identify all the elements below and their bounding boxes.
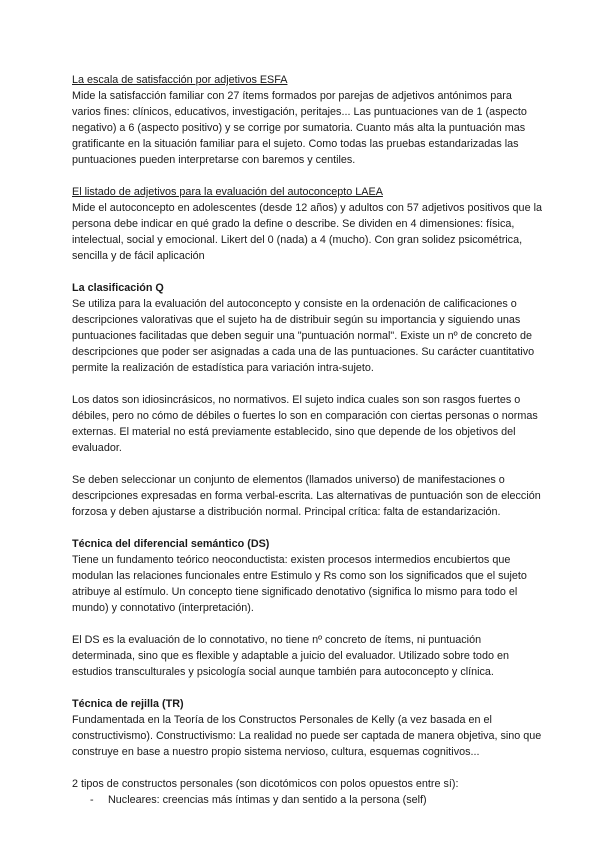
laea-body: Mide el autoconcepto en adolescentes (desde 12 años) y adultos con 57 adjetivos positivos que la persona debe indicar en qué grado la define o describe. Se dividen en 4 dimensiones: física, intelectual, social y emocional. Likert del 0 (nada) a 4 (mucho). Con gran solidez psicométrica, sencilla y de fácil aplicación <box>72 202 542 262</box>
esfa-body: Mide la satisfacción familiar con 27 ítems formados por parejas de adjetivos antónimos para varios fines: clínicos, educativos, investigación, peritajes... Las puntuaciones van de 1 (aspecto negativo) a 6 (aspecto positivo) y se corrige por sumatoria. Cuanto más alta la puntuación mas gratificante en la situación familiar para el sujeto. Como todas las pruebas estandarizadas las puntuaciones pueden interpretarse con baremos y centiles. <box>72 90 527 166</box>
laea-heading: El listado de adjetivos para la evaluación del autoconcepto LAEA <box>72 186 383 198</box>
tr-paragraph-1: Fundamentada en la Teoría de los Constructos Personales de Kelly (a vez basada en el constructivismo). Constructivismo: La realidad no puede ser captada de manera objetiva, sino que construye en base a nuestro propio sistema nervioso, cultura, esquemas cognitivos... <box>72 714 542 758</box>
tr-paragraph-2: 2 tipos de constructos personales (son dicotómicos con polos opuestos entre sí): <box>72 778 459 790</box>
q-paragraph-3: Se deben seleccionar un conjunto de elementos (llamados universo) de manifestaciones o descripciones expresadas en forma verbal-escrita. Las alternativas de puntuación son de elección forzosa y deben ajustarse a distribución normal. Principal crítica: falta de estandarización. <box>72 474 541 518</box>
ds-heading: Técnica del diferencial semántico (DS) <box>72 538 270 550</box>
ds-paragraph-1: Tiene un fundamento teórico neoconductista: existen procesos intermedios encubiertos que modulan las relaciones funcionales entre Estimulo y Rs como son los significados que el sujeto atribuye al estímulo. Un concepto tiene significado denotativo (significa lo mismo para todo el mundo) y connotativo (interpretación). <box>72 554 527 614</box>
esfa-heading: La escala de satisfacción por adjetivos ESFA <box>72 74 288 86</box>
q-heading: La clasificación Q <box>72 282 164 294</box>
bullet-marker: - <box>90 794 94 806</box>
section-esfa <box>72 72 542 168</box>
document-content <box>72 72 542 808</box>
tr-bullet-list <box>72 792 542 808</box>
ds-paragraph-2: El DS es la evaluación de lo connotativo, no tiene nº concreto de ítems, ni puntuación determinada, sino que es flexible y adaptable a juicio del evaluador. Utilizado sobre todo en estudios transculturales y psicología social aunque también para autoconcepto y clínica. <box>72 634 509 678</box>
section-laea <box>72 184 542 264</box>
q-paragraph-1: Se utiliza para la evaluación del autoconcepto y consiste en la ordenación de calificaciones o descripciones valorativas que el sujeto ha de distribuir según su importancia y siguiendo unas puntuaciones facilitadas que deben seguir una "puntuación normal". Existe un nº de concreto de descripciones que poder ser asignadas a cada una de las puntuaciones. Su carácter cuantitativo permite la realización de estadística para variación intra-sujeto. <box>72 298 535 374</box>
tr-heading: Técnica de rejilla (TR) <box>72 698 184 710</box>
list-item <box>90 792 542 808</box>
section-q <box>72 280 542 520</box>
q-paragraph-2: Los datos son idiosincrásicos, no normativos. El sujeto indica cuales son son rasgos fuertes o débiles, pero no cómo de débiles o fuertes lo son en comparación con ciertas personas o normas externas. El material no está previamente establecido, sino que depende de los objetivos del evaluador. <box>72 394 538 454</box>
section-tr <box>72 696 542 808</box>
section-ds <box>72 536 542 680</box>
list-item-text: Nucleares: creencias más íntimas y dan sentido a la persona (self) <box>108 794 427 806</box>
